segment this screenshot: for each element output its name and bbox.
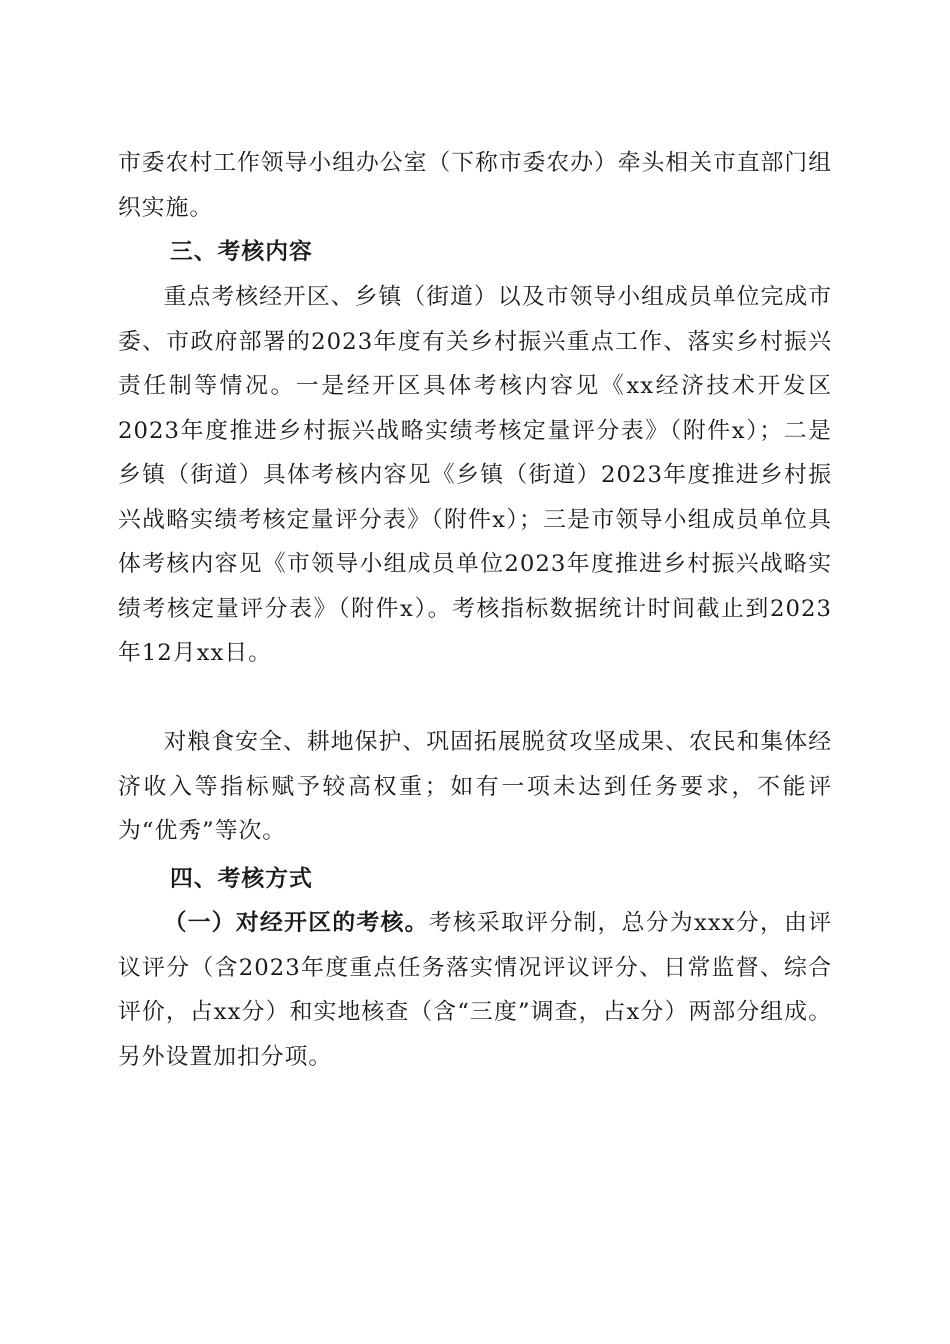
section-3-paragraph-2: 对粮食安全、耕地保护、巩固拓展脱贫攻坚成果、农民和集体经济收入等指标赋予较高权重；如有一项未达到任务要求，不能评为“优秀”等次。	[118, 729, 832, 844]
intro-paragraph: 市委农村工作领导小组办公室（下称市委农办）牵头相关市直部门组织实施。	[118, 150, 832, 221]
section-3-heading: 三、考核内容	[170, 239, 313, 265]
section-3-paragraph-1: 重点考核经开区、乡镇（街道）以及市领导小组成员单位完成市委、市政府部署的2023年度有关乡村振兴重点工作、落实乡村振兴责任制等情况。一是经开区具体考核内容见《xx经济技术开发区2023年度推进乡村振兴战略实绩考核定量评分表》（附件x）；二是乡镇（街道）具体考核内容见《乡镇（街道）2023年度推进乡村振兴战略实绩考核定量评分表》（附件x）；三是市领导小组成员单位具体考核内容见《市领导小组成员单位2023年度推进乡村振兴战略实绩考核定量评分表》（附件x）。考核指标数据统计时间截止到2023年12月xx日。	[118, 284, 832, 666]
subsection-1-body: 考核采取评分制，总分为xxx分，由评议评分（含2023年度重点任务落实情况评议评分、日常监督、综合评价，占xx分）和实地核查（含“三度”调查，占x分）两部分组成。另外设置加扣分项。	[118, 910, 832, 1070]
section-4-heading: 四、考核方式	[170, 866, 313, 892]
subsection-1-lead: （一）对经开区的考核。	[163, 910, 429, 936]
section-4-paragraph-1	[118, 901, 832, 1079]
